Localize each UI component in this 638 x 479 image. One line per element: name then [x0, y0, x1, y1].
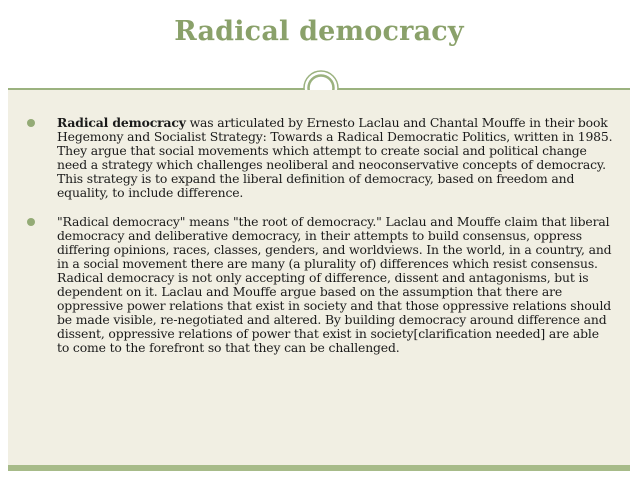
bullet-text: was articulated by Ernesto Laclau and Chantal Mouffe in their book Hegemony and Socialist Strategy: Towards a Radical Democratic Politics, written in 1985. They argue that social movements which attempt to create social and political change need a strategy which challenges neoliberal and neoconservative concepts of democracy. This strategy is to expand the liberal definition of democracy, based on freedom and equality, to include difference. [57, 115, 613, 200]
bullet-item [24, 116, 614, 199]
slide-title: Radical democracy [174, 16, 464, 47]
bullet-lead: Radical democracy [57, 115, 186, 130]
bullet-list [24, 116, 614, 371]
bullet-icon [27, 119, 35, 127]
bullet-icon [27, 218, 35, 226]
slide-content [8, 90, 630, 465]
bullet-text: "Radical democracy" means "the root of democracy." Laclau and Mouffe claim that liberal democracy and deliberative democracy, in their attempts to build consensus, oppress differing opinions, races, classes, genders, and worldviews. In the world, in a country, and in a social movement there are many (a plurality of) differences which resist consensus. Radical democracy is not only accepting of difference, dissent and antagonisms, but is dependent on it. Laclau and Mouffe argue based on the assumption that there are oppressive power relations that exist in society and that those oppressive relations should be made visible, re-negotiated and altered. By building democracy around difference and dissent, oppressive relations of power that exist in society[clarification needed] are able to come to the forefront so that they can be challenged. [57, 214, 612, 355]
bullet-item [24, 215, 614, 354]
footer-bar [8, 465, 630, 471]
